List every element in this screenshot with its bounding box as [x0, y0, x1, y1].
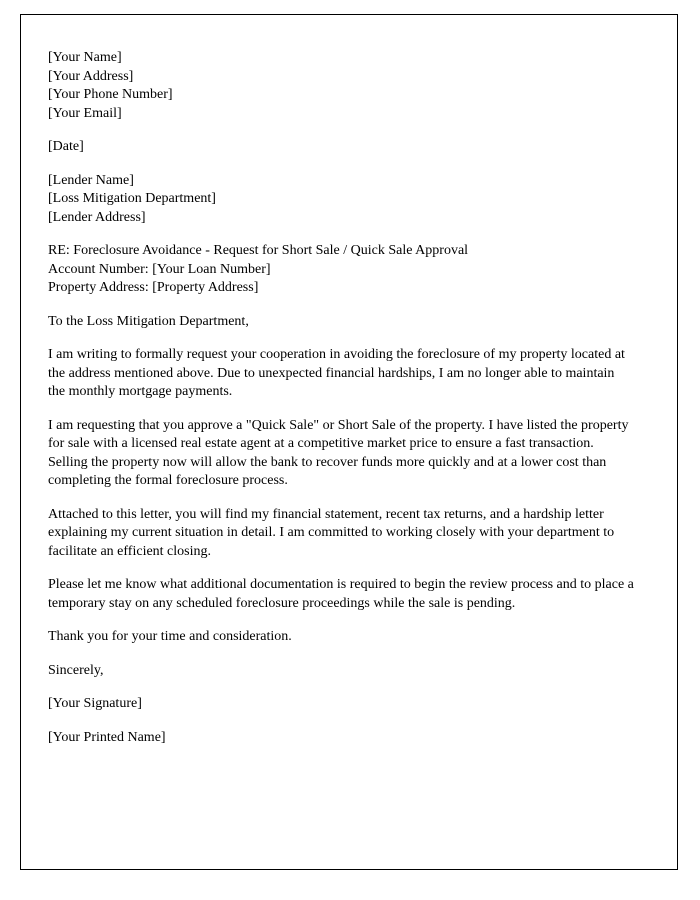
printed-name-placeholder: [Your Printed Name] [48, 729, 166, 745]
paragraph-thanks: Thank you for your time and consideration. [48, 629, 292, 644]
paragraph-intro: I am writing to formally request your cooperation in avoiding the foreclosure of my property located at the address mentioned above. Due to unexpected financial hardships, I am no longer able to maintain the monthly mortgage payments. [48, 347, 625, 399]
property-address-line: Property Address: [Property Address] [48, 280, 259, 295]
letter-page [20, 14, 678, 870]
sender-name: [Your Name] [48, 50, 122, 65]
paragraph-next-steps: Please let me know what additional documentation is required to begin the review process and to place a temporary stay on any scheduled foreclosure proceedings while the sale is pending. [48, 577, 634, 611]
date-block [48, 138, 635, 157]
salutation: To the Loss Mitigation Department, [48, 313, 249, 329]
closing: Sincerely, [48, 662, 104, 678]
letter-content [21, 15, 677, 782]
account-number-line: Account Number: [Your Loan Number] [48, 261, 271, 277]
sender-block [48, 49, 635, 123]
sender-address: [Your Address] [48, 68, 134, 84]
sender-email: [Your Email] [48, 105, 122, 121]
subject-block [48, 242, 635, 298]
sender-phone: [Your Phone Number] [48, 87, 173, 102]
subject-re-line: RE: Foreclosure Avoidance - Request for Short Sale / Quick Sale Approval [48, 243, 469, 258]
lender-department: [Loss Mitigation Department] [48, 191, 216, 206]
date-line: [Date] [48, 139, 84, 154]
paragraph-attachments: Attached to this letter, you will find my financial statement, recent tax returns, and a hardship letter explaining my current situation in detail. I am committed to working closely with your department to facilitate an efficient closing. [48, 506, 615, 559]
lender-address: [Lender Address] [48, 209, 146, 225]
recipient-block [48, 172, 635, 228]
paragraph-request: I am requesting that you approve a "Quick Sale" or Short Sale of the property. I have listed the property for sale with a licensed real estate agent at a competitive market price to ensure a fast transaction. Selling the property now will allow the bank to recover funds more quickly and at a lower cost than completing the formal foreclosure process. [48, 417, 629, 488]
signature-placeholder: [Your Signature] [48, 696, 142, 711]
lender-name: [Lender Name] [48, 172, 134, 188]
